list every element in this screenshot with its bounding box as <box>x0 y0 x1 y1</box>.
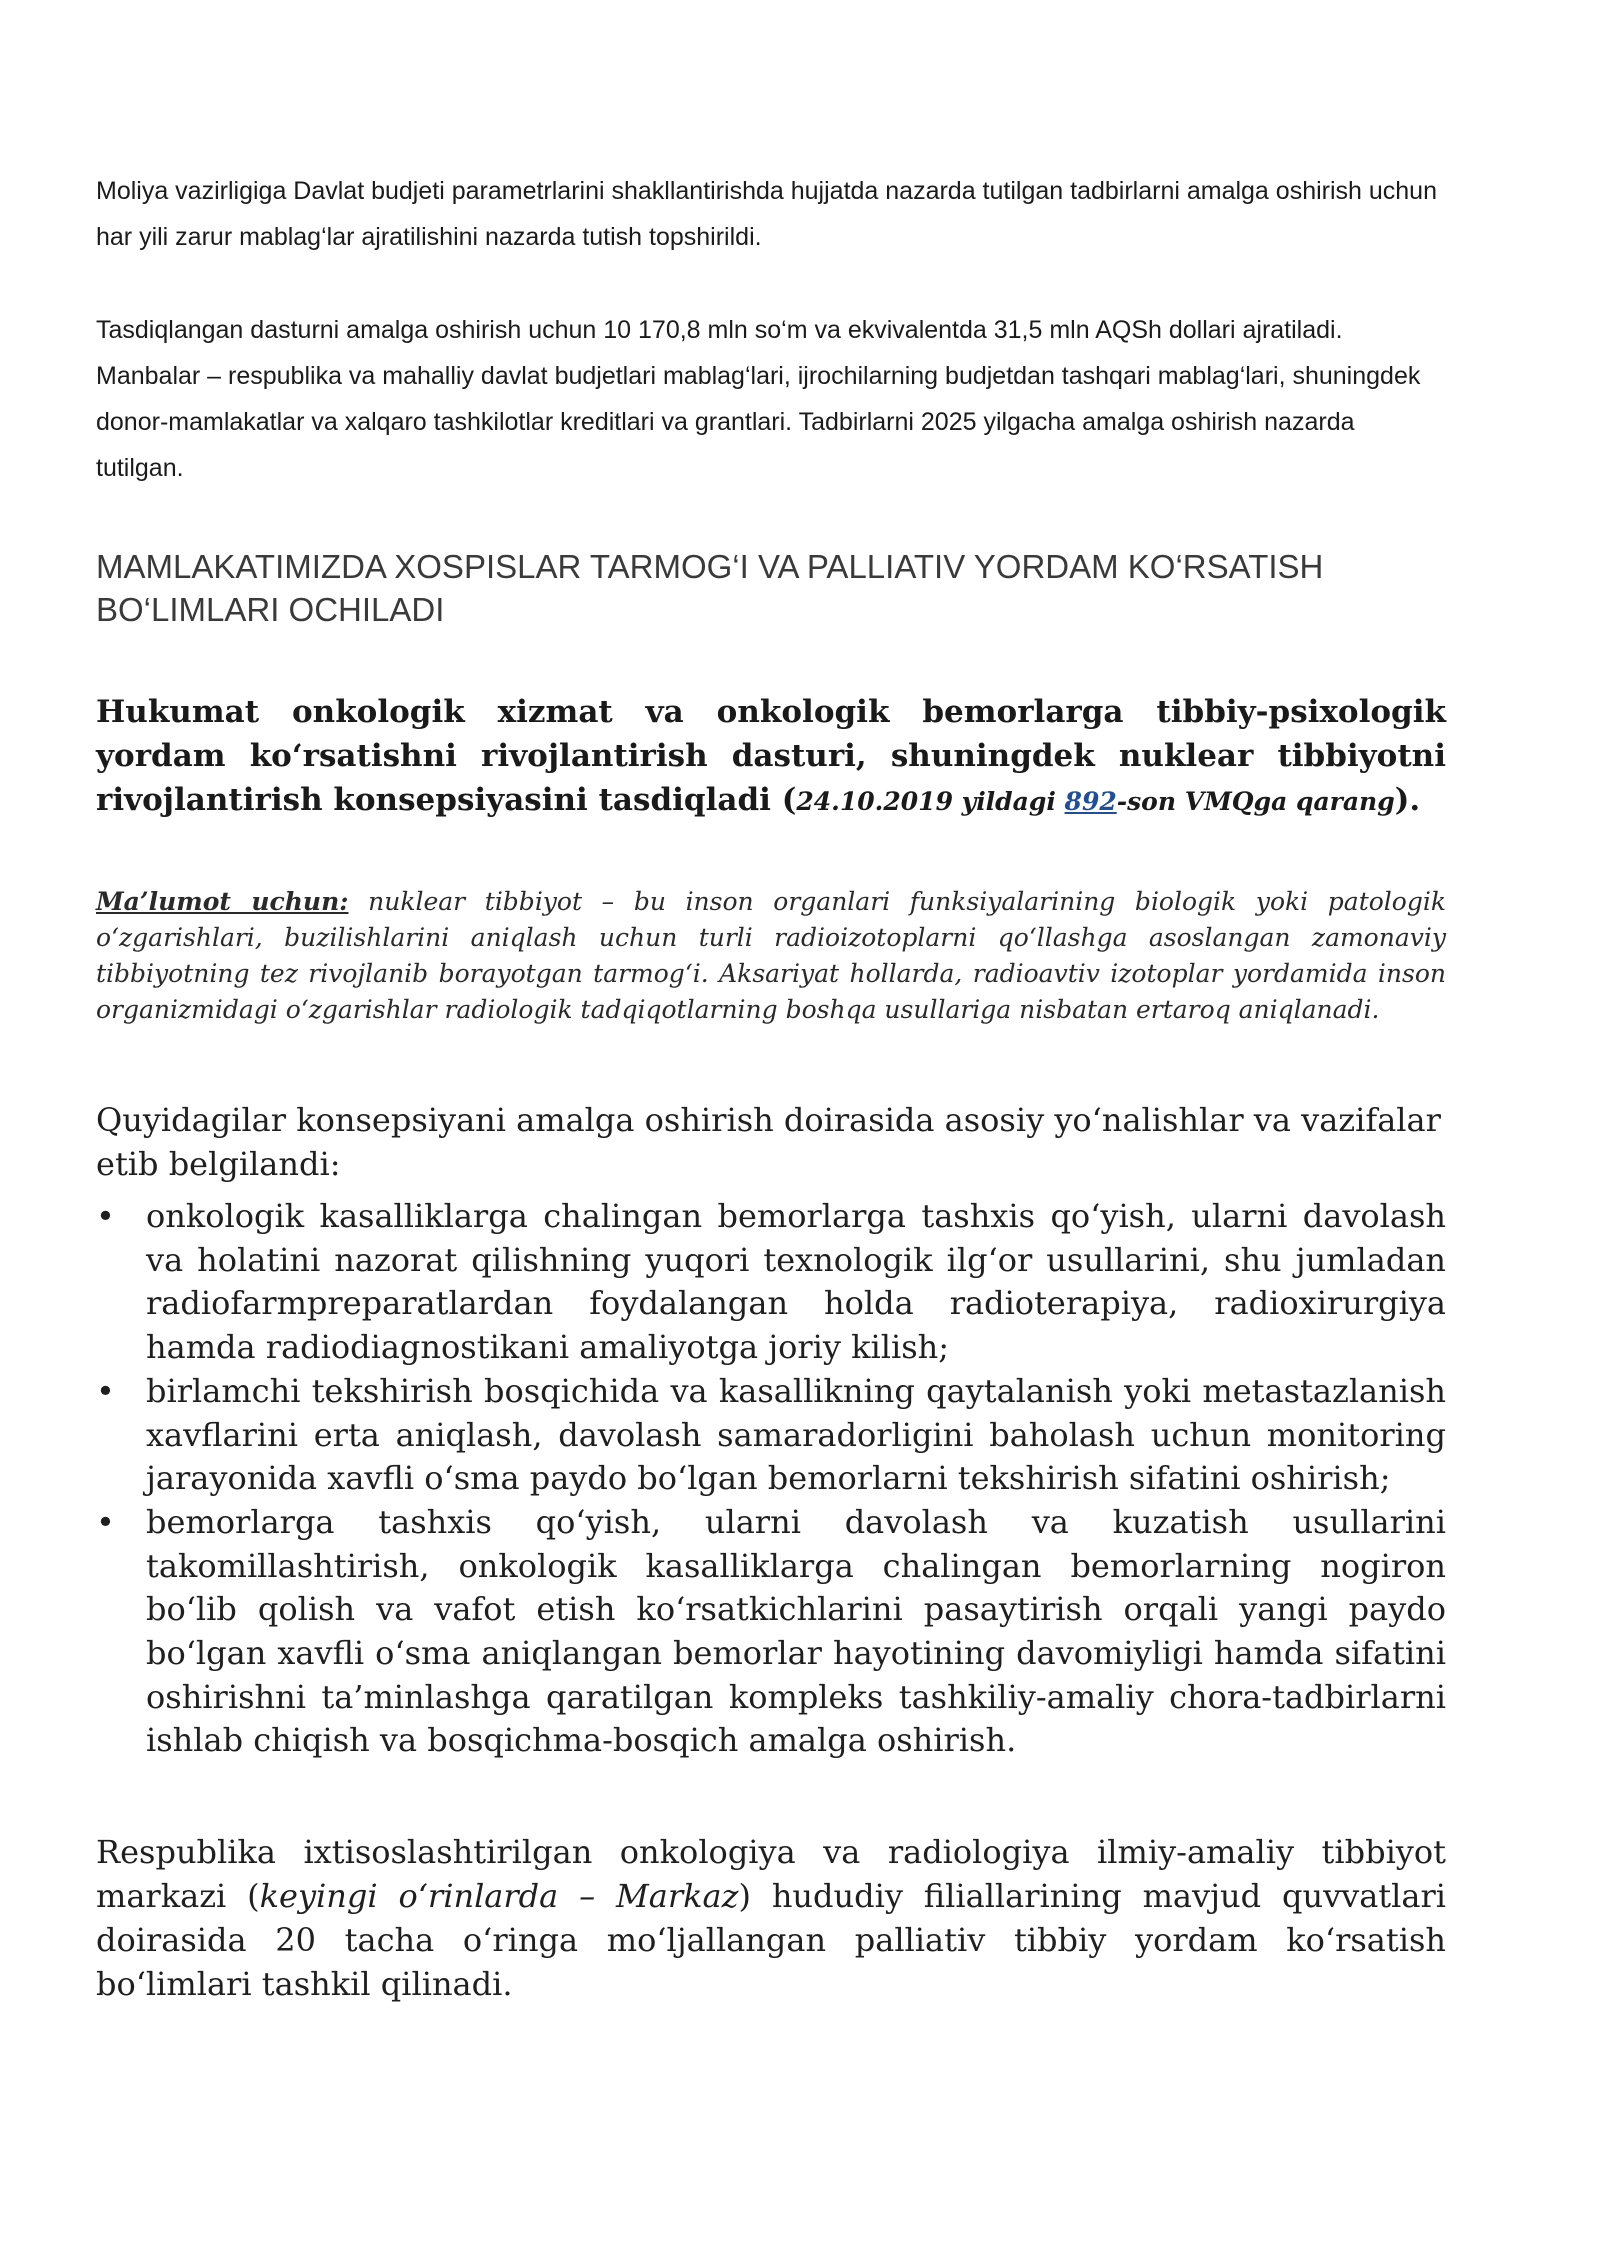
tasks-intro: Quyidagilar konsepsiyani amalga oshirish doirasida asosiy yo‘nalishlar va vazifalar etib belgilandi: <box>96 1101 1441 1183</box>
final-text-start: Respublika ixtisoslashtirilgan onkologiya va radiologiya ilmiy-amaliy tibbiyot markazi ( <box>96 1833 1446 1915</box>
tasks-list <box>96 1195 1446 1763</box>
lead-close: ). <box>1394 782 1421 818</box>
lead-text: Hukumat onkologik xizmat va onkologik bemorlarga tibbiy-psixologik yordam ko‘rsatishni rivojlantirish dasturi, shuningdek nuklear tibbiyotni rivojlantirish konsepsiyasini tasdiqladi ( <box>96 694 1446 818</box>
list-item <box>96 1501 1446 1763</box>
bullet-icon: • <box>96 1371 115 1410</box>
list-item <box>96 1370 1446 1501</box>
lead-reference <box>796 787 1394 816</box>
reference-suffix: -son VMQga qarang <box>1116 787 1395 816</box>
final-text-end: ) hududiy filiallarining mavjud quvvatlari doirasida 20 tacha o‘ringa mo‘ljallangan palliativ tibbiy yordam ko‘rsatish bo‘limlari tashkil qilinadi. <box>96 1877 1446 2003</box>
note-label: Ma’lumot uchun: <box>96 887 349 916</box>
list-item-text: onkologik kasalliklarga chalingan bemorlarga tashxis qo‘yish, ularni davolash va holatini nazorat qilishning yuqori texnologik ilg‘or usullarini, shu jumladan radiofarmpreparatlardan foydalangan holda radioterapiya, radioxirurgiya hamda radiodiagnostikani amaliyotga joriy kilish; <box>146 1197 1446 1367</box>
budget-assignment-paragraph: Moliya vazirligiga Davlat budjeti parametrlarini shakllantirishda hujjatda nazarda tutilgan tadbirlarni amalga oshirish uchun har yili zarur mablag‘lar ajratilishini nazarda tutish topshirildi. <box>96 177 1437 251</box>
final-paragraph <box>96 1830 1446 2006</box>
final-italic: keyingi o‘rinlarda – Markaz <box>259 1877 739 1915</box>
funding-paragraph: Tasdiqlangan dasturni amalga oshirish uchun 10 170,8 mln so‘m va ekvivalentda 31,5 mln AQSh dollari ajratiladi. Manbalar – respublika va mahalliy davlat budjetlari mablag‘lari, ijrochilarning budjetdan tashqari mablag‘lari, shuningdek donor-mamlakatlar va xalqaro tashkilotlar kreditlari va grantlari. Tadbirlarni 2025 yilgacha amalga oshirish nazarda tutilgan. <box>96 316 1421 482</box>
reference-date: 24.10.2019 yildagi <box>796 787 1065 816</box>
section-heading: MAMLAKATIMIZDA XOSPISLAR TARMOG‘I VA PALLIATIV YORDAM KO‘RSATISH BO‘LIMLARI OCHILADI <box>96 548 1324 628</box>
list-item-text: birlamchi tekshirish bosqichida va kasallikning qaytalanish yoki metastazlanish xavflarini erta aniqlash, davolash samaradorligini baholash uchun monitoring jarayonida xavfli o‘sma paydo bo‘lgan bemorlarni tekshirish sifatini oshirish; <box>146 1371 1446 1498</box>
bullet-icon: • <box>96 1197 115 1235</box>
bullet-icon: • <box>96 1502 115 1541</box>
info-note <box>96 884 1446 1028</box>
note-text: nuklear tibbiyot – bu inson organlari funksiyalarining biologik yoki patologik o‘zgarishlari, buzilishlarini aniqlash uchun turli radioizotoplarni qo‘llashga asoslangan zamonaviy tibbiyotning tez rivojlanib borayotgan tarmog‘i. Aksariyat hollarda, radioavtiv izotoplar yordamida inson organizmidagi o‘zgarishlar radiologik tadqiqotlarning boshqa usullariga nisbatan ertaroq aniqlanadi. <box>96 887 1446 1024</box>
resolution-link[interactable]: 892 <box>1064 787 1117 816</box>
list-item-text: bemorlarga tashxis qo‘yish, ularni davolash va kuzatish usullarini takomillashtirish, onkologik kasalliklarga chalingan bemorlarning nogiron bo‘lib qolish va vafot etish ko‘rsatkichlarini pasaytirish orqali yangi paydo bo‘lgan xavfli o‘sma aniqlangan bemorlar hayotining davomiyligi hamda sifatini oshirishni ta’minlashga qaratilgan kompleks tashkiliy-amaliy chora-tadbirlarni ishlab chiqish va bosqichma-bosqich amalga oshirish. <box>146 1502 1446 1760</box>
lead-paragraph <box>96 690 1446 824</box>
list-item <box>96 1195 1446 1370</box>
